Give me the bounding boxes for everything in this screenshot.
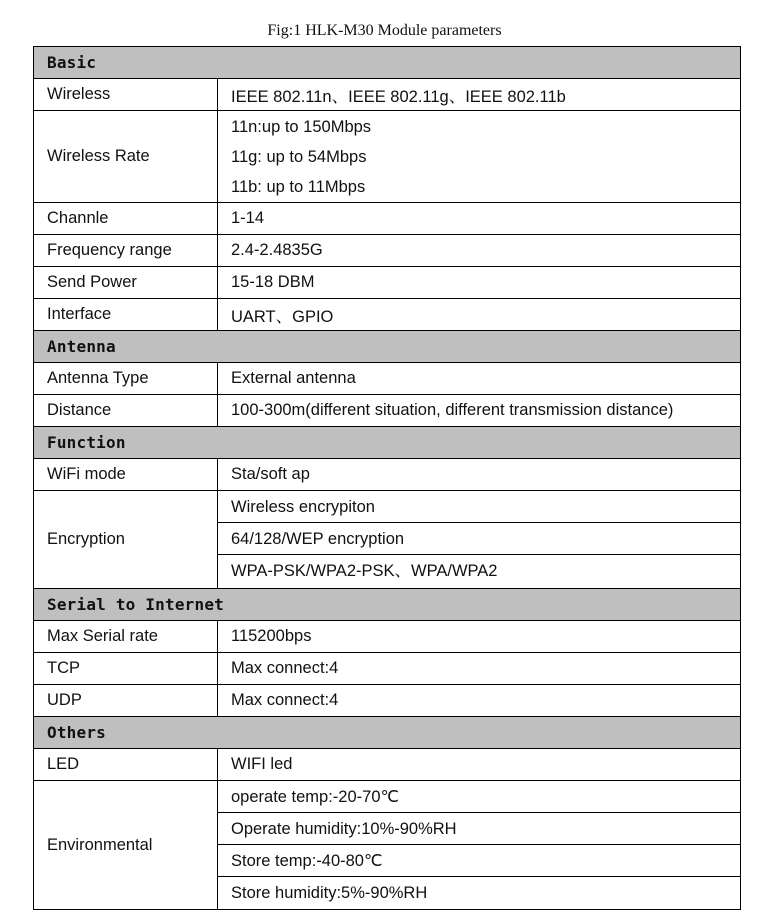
param-value: operate temp:-20-70℃ <box>218 781 740 813</box>
param-value: 11n:up to 150Mbps <box>231 117 372 136</box>
param-value: Max connect:4 <box>218 653 741 685</box>
param-label: Environmental <box>34 781 218 910</box>
param-label: Send Power <box>34 267 218 299</box>
section-title: Basic <box>34 47 741 79</box>
table-row <box>34 621 741 653</box>
param-label: Antenna Type <box>34 363 218 395</box>
table-row <box>34 653 741 685</box>
section-function <box>34 427 741 459</box>
table-row <box>34 491 741 589</box>
param-label: Distance <box>34 395 218 427</box>
param-value: 2.4-2.4835G <box>218 235 741 267</box>
table-row <box>34 267 741 299</box>
param-label: Encryption <box>34 491 218 589</box>
table-row <box>34 363 741 395</box>
section-basic <box>34 47 741 79</box>
table-row <box>34 111 741 203</box>
section-title: Others <box>34 717 741 749</box>
section-title: Antenna <box>34 331 741 363</box>
param-value: WPA-PSK/WPA2-PSK、WPA/WPA2 <box>231 562 498 580</box>
module-parameters-table <box>33 46 741 910</box>
param-value: WIFI led <box>218 749 741 781</box>
param-value: 11g: up to 54Mbps <box>231 147 367 166</box>
table-row <box>34 749 741 781</box>
param-label: Wireless Rate <box>34 111 218 203</box>
param-value: 115200bps <box>218 621 741 653</box>
param-value: Store temp:-40-80℃ <box>218 845 740 877</box>
table-row <box>34 299 741 331</box>
param-label: TCP <box>34 653 218 685</box>
param-value: External antenna <box>218 363 741 395</box>
table-row <box>34 459 741 491</box>
param-value: 64/128/WEP encryption <box>218 523 740 555</box>
param-label: UDP <box>34 685 218 717</box>
table-row <box>34 395 741 427</box>
section-others <box>34 717 741 749</box>
param-value-list <box>218 781 741 910</box>
param-value: Operate humidity:10%-90%RH <box>218 813 740 845</box>
param-label: WiFi mode <box>34 459 218 491</box>
figure-caption: Fig:1 HLK-M30 Module parameters <box>267 22 502 39</box>
param-value-list <box>218 111 741 203</box>
param-value: Sta/soft ap <box>218 459 741 491</box>
param-label: Wireless <box>34 79 218 111</box>
table-row <box>34 203 741 235</box>
param-label: Frequency range <box>34 235 218 267</box>
table-row <box>34 685 741 717</box>
param-value: IEEE 802.11n、IEEE 802.11g、IEEE 802.11b <box>218 79 741 111</box>
section-serial-to-internet <box>34 589 741 621</box>
section-antenna <box>34 331 741 363</box>
param-value: Store humidity:5%-90%RH <box>231 884 428 902</box>
param-value: Max connect:4 <box>218 685 741 717</box>
param-value: 11b: up to 11Mbps <box>231 177 366 196</box>
section-title: Function <box>34 427 741 459</box>
param-label: Max Serial rate <box>34 621 218 653</box>
param-label: LED <box>34 749 218 781</box>
table-row <box>34 79 741 111</box>
section-title: Serial to Internet <box>34 589 741 621</box>
param-value: UART、GPIO <box>218 299 741 331</box>
param-label: Interface <box>34 299 218 331</box>
table-row <box>34 235 741 267</box>
param-value: 100-300m(different situation, different transmission distance) <box>218 395 741 427</box>
param-value: Wireless encrypiton <box>218 491 740 523</box>
param-label: Channle <box>34 203 218 235</box>
table-row <box>34 781 741 910</box>
param-value-list <box>218 491 741 589</box>
param-value: 1-14 <box>218 203 741 235</box>
param-value: 15-18 DBM <box>218 267 741 299</box>
